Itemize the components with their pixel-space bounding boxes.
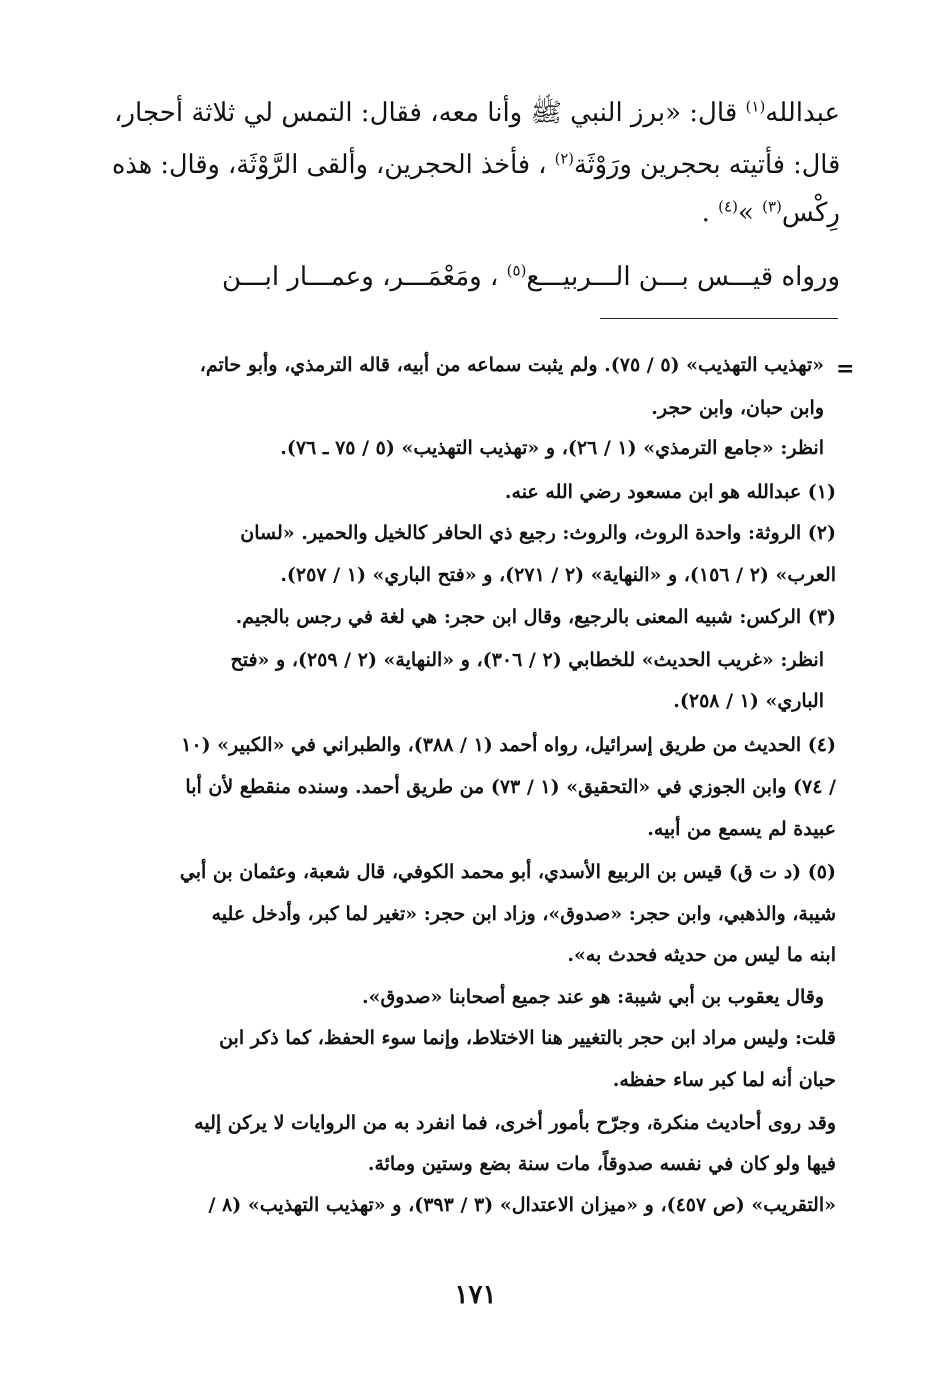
footnote-ref-4: (٤) — [718, 197, 738, 216]
text-run: » — [737, 198, 763, 228]
footnote-line: (٤) الحديث من طريق إسرائيل، رواه أحمد (١ / ٣٨٨)، والطبراني في «الكبير» (١٠ — [181, 734, 836, 756]
footnote-line: / ٧٤) وابن الجوزي في «التحقيق» (١ / ٧٣) من طريق أحمد. وسنده منقطع لأن أبا — [185, 776, 836, 798]
text-run: عبدالله — [765, 98, 840, 128]
text-run: ، ومَعْمَـــر، وعمـــار ابـــن — [222, 262, 507, 292]
page-number: ١٧١ — [454, 1280, 497, 1310]
footnote-ref-1: (١) — [745, 97, 766, 116]
footnote-line: الباري» (١ / ٢٥٨). — [673, 690, 824, 712]
continuation-mark: = — [836, 356, 855, 382]
text-run: . — [701, 198, 719, 228]
main-line-2 — [112, 150, 840, 180]
text-run: ، فأخذ الحجرين، وألقى الرَّوْثَة، وقال: هذه — [111, 150, 555, 180]
footnote-line: (٣) الركس: شبيه المعنى بالرجيع، وقال ابن حجر: هي لغة في رجس بالجيم. — [235, 606, 836, 628]
footnote-line: شيبة، والذهبي، وابن حجر: «صدوق»، وزاد ابن حجر: «تغير لما كبر، وأدخل عليه — [211, 903, 836, 925]
text-run: قال: فأتيته بحجرين ورَوْثَة — [573, 150, 840, 180]
footnote-line: (٥) (د ت ق) قيس بن الربيع الأسدي، أبو محمد الكوفي، قال شعبة، وعثمان بن أبي — [179, 861, 836, 883]
footnote-line: العرب» (٢ / ١٥٦)، و «النهاية» (٢ / ٢٧١)، و «فتح الباري» (١ / ٢٥٧). — [280, 564, 836, 586]
footnote-line: وقال يعقوب بن أبي شيبة: هو عند جميع أصحابنا «صدوق». — [361, 986, 824, 1008]
footnote-line: (٢) الروثة: واحدة الروث، والروث: رجيع ذي الحافر كالخيل والحمير. «لسان — [240, 522, 836, 544]
footnote-line: وابن حبان، وابن حجر. — [651, 397, 824, 419]
footnote-line: انظر: «جامع الترمذي» (١ / ٢٦)، و «تهذيب التهذيب» (٥ / ٧٥ ـ ٧٦). — [280, 437, 824, 459]
text-run: قال: «برز النبي ﷺ وأنا معه، فقال: التمس لي ثلاثة أحجار، — [114, 98, 746, 128]
text-run: ورواه قيـــس بـــن الـــربيـــع — [526, 262, 840, 292]
footnote-line: عبيدة لم يسمع من أبيه. — [647, 818, 836, 840]
footnote-line: انظر: «غريب الحديث» للخطابي (٢ / ٣٠٦)، و «النهاية» (٢ / ٢٥٩)، و «فتح — [230, 649, 824, 671]
footnote-line: «تهذيب التهذيب» (٥ / ٧٥). ولم يثبت سماعه من أبيه، قاله الترمذي، وأبو حاتم، — [199, 354, 824, 376]
footnote-line: وقد روى أحاديث منكرة، وجرّح بأمور أخرى، فما انفرد به من الروايات لا يركن إليه — [194, 1112, 836, 1134]
footnote-line: «التقريب» (ص ٤٥٧)، و «ميزان الاعتدال» (٣ / ٣٩٣)، و «تهذيب التهذيب» (٨ / — [208, 1194, 836, 1216]
footnote-line: فيها ولو كان في نفسه صدوقاً، مات سنة بضع وستين ومائة. — [367, 1153, 836, 1175]
footnote-separator — [600, 318, 838, 319]
footnote-ref-3: (٣) — [762, 197, 782, 216]
main-line-3 — [702, 198, 840, 228]
text-run: رِكْس — [781, 198, 840, 228]
footnote-line: (١) عبدالله هو ابن مسعود رضي الله عنه. — [504, 481, 836, 503]
footnote-line: حبان أنه لما كبر ساء حفظه. — [612, 1069, 836, 1091]
footnote-ref-5: (٥) — [506, 261, 527, 280]
footnote-line: قلت: وليس مراد ابن حجر بالتغيير هنا الاختلاط، وإنما سوء الحفظ، كما ذكر ابن — [219, 1027, 836, 1049]
footnote-line: ابنه ما ليس من حديثه فحدث به». — [567, 944, 836, 966]
main-text — [112, 0, 840, 300]
main-line-1 — [114, 96, 840, 134]
main-line-4 — [222, 262, 840, 292]
footnote-ref-2: (٢) — [554, 149, 574, 168]
